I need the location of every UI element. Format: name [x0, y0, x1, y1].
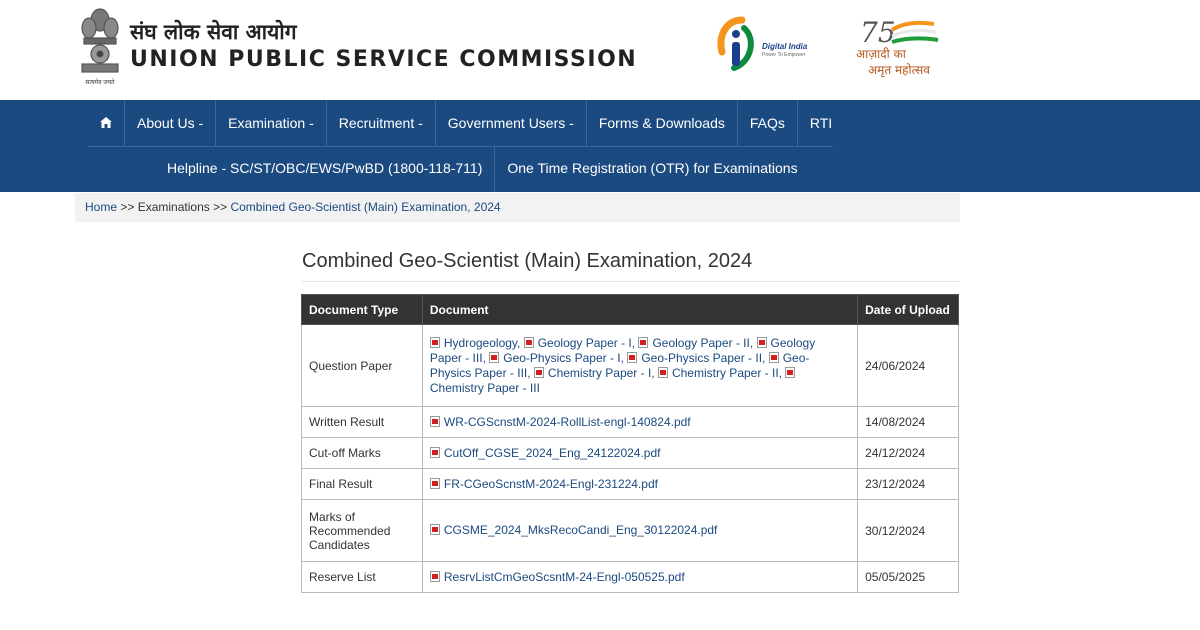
page-title: Combined Geo-Scientist (Main) Examination, 2024	[302, 250, 753, 272]
digital-india-title: Digital India	[762, 42, 808, 51]
pdf-icon	[638, 337, 648, 348]
home-icon	[100, 115, 112, 130]
pdf-icon	[524, 337, 534, 348]
aka-text-line1: आज़ादी का	[856, 47, 906, 61]
breadcrumb-examinations[interactable]: Examinations	[137, 200, 210, 214]
cell-date: 14/08/2024	[858, 407, 959, 438]
doc-link-geophysics-paper-3[interactable]: Geo-Physics Paper - III,	[429, 350, 810, 380]
org-name-hindi: संघ लोक सेवा आयोग	[130, 20, 297, 44]
cell-question-paper-links	[422, 325, 857, 407]
nav-recruitment[interactable]: Recruitment -	[327, 100, 436, 146]
documents-table	[301, 294, 959, 593]
nav-about-us[interactable]: About Us -	[125, 100, 216, 146]
cell-document	[422, 407, 857, 438]
digital-india-tagline: Power To Empower	[762, 52, 806, 58]
pdf-icon	[430, 337, 440, 348]
nav-government-users[interactable]: Government Users -	[436, 100, 587, 146]
doc-link-cutoff-marks[interactable]: CutOff_CGSE_2024_Eng_24122024.pdf	[443, 445, 661, 460]
cell-date: 23/12/2024	[858, 469, 959, 500]
pdf-icon	[627, 352, 637, 363]
emblem-motto: सत्यमेव जयते	[85, 80, 115, 86]
table-row	[302, 469, 959, 500]
pdf-icon	[757, 337, 767, 348]
cell-document-type: Cut-off Marks	[302, 438, 423, 469]
site-header	[0, 0, 1200, 100]
table-row	[302, 438, 959, 469]
pdf-icon	[534, 367, 544, 378]
breadcrumb-separator: >>	[120, 200, 135, 214]
nav-secondary-row	[155, 147, 810, 191]
cell-date: 24/06/2024	[858, 325, 959, 407]
cell-document-type: Written Result	[302, 407, 423, 438]
doc-link-geology-paper-2[interactable]: Geology Paper - II,	[652, 335, 754, 350]
table-row	[302, 562, 959, 593]
breadcrumb-home[interactable]: Home	[85, 200, 118, 214]
nav-forms-downloads[interactable]: Forms & Downloads	[587, 100, 738, 146]
cell-document-type: Marks of Recommended Candidates	[302, 500, 423, 562]
aka-text-line2: अमृत महोत्सव	[868, 63, 930, 77]
org-name-english: UNION PUBLIC SERVICE COMMISSION	[130, 47, 638, 72]
header-date-of-upload: Date of Upload	[858, 295, 959, 325]
breadcrumb-current: Combined Geo-Scientist (Main) Examination, 2024	[230, 200, 501, 214]
cell-document	[422, 469, 857, 500]
cell-date: 24/12/2024	[858, 438, 959, 469]
cell-document-type: Reserve List	[302, 562, 423, 593]
main-navbar	[0, 100, 1200, 192]
cell-document-type: Final Result	[302, 469, 423, 500]
cell-date: 05/05/2025	[858, 562, 959, 593]
cell-date: 30/12/2024	[858, 500, 959, 562]
pdf-icon	[430, 571, 440, 582]
nav-rti[interactable]: RTI	[809, 115, 833, 131]
doc-link-final-result[interactable]: FR-CGeoScnstM-2024-Engl-231224.pdf	[443, 476, 658, 491]
breadcrumb-separator: >>	[213, 200, 228, 214]
pdf-icon	[430, 447, 440, 458]
nav-otr[interactable]: One Time Registration (OTR) for Examinations	[507, 160, 798, 176]
pdf-icon	[769, 352, 779, 363]
header-document-type: Document Type	[302, 295, 423, 325]
pdf-icon	[430, 478, 440, 489]
cell-document	[422, 500, 857, 562]
pdf-icon	[785, 367, 795, 378]
nav-helpline[interactable]: Helpline - SC/ST/OBC/EWS/PwBD (1800-118-711)	[155, 147, 495, 191]
pdf-icon	[430, 416, 440, 427]
table-row	[302, 407, 959, 438]
table-row	[302, 500, 959, 562]
doc-link-geology-paper-3[interactable]: Geology Paper - III,	[429, 335, 816, 365]
nav-primary-row	[88, 100, 844, 146]
header-document: Document	[422, 295, 857, 325]
doc-link-chemistry-paper-3[interactable]: Chemistry Paper - III	[429, 380, 540, 395]
doc-link-geology-paper-1[interactable]: Geology Paper - I,	[537, 335, 636, 350]
pdf-icon	[489, 352, 499, 363]
doc-link-chemistry-paper-2[interactable]: Chemistry Paper - II,	[671, 365, 782, 380]
doc-link-reserve-list[interactable]: ResrvListCmGeoScsntM-24-Engl-050525.pdf	[443, 569, 685, 584]
doc-link-geophysics-paper-2[interactable]: Geo-Physics Paper - II,	[641, 350, 766, 365]
doc-link-chemistry-paper-1[interactable]: Chemistry Paper - I,	[547, 365, 655, 380]
cell-document-type: Question Paper	[302, 325, 423, 407]
table-header-row	[302, 295, 959, 325]
pdf-icon	[430, 524, 440, 535]
breadcrumb	[75, 193, 960, 222]
aka-number: 75	[860, 16, 896, 49]
title-divider	[302, 281, 959, 282]
cell-document	[422, 562, 857, 593]
national-emblem-logo[interactable]	[76, 6, 124, 88]
doc-link-geophysics-paper-1[interactable]: Geo-Physics Paper - I,	[503, 350, 624, 365]
pdf-icon	[658, 367, 668, 378]
nav-home[interactable]	[88, 100, 125, 146]
cell-document	[422, 438, 857, 469]
nav-examination[interactable]: Examination -	[216, 100, 327, 146]
doc-link-hydrogeology[interactable]: Hydrogeology,	[443, 335, 521, 350]
doc-link-written-result[interactable]: WR-CGScnstM-2024-RollList-engl-140824.pdf	[443, 414, 691, 429]
nav-faqs[interactable]: FAQs	[738, 100, 798, 146]
table-row	[302, 325, 959, 407]
doc-link-marks-recommended[interactable]: CGSME_2024_MksRecoCandi_Eng_30122024.pdf	[443, 523, 718, 537]
